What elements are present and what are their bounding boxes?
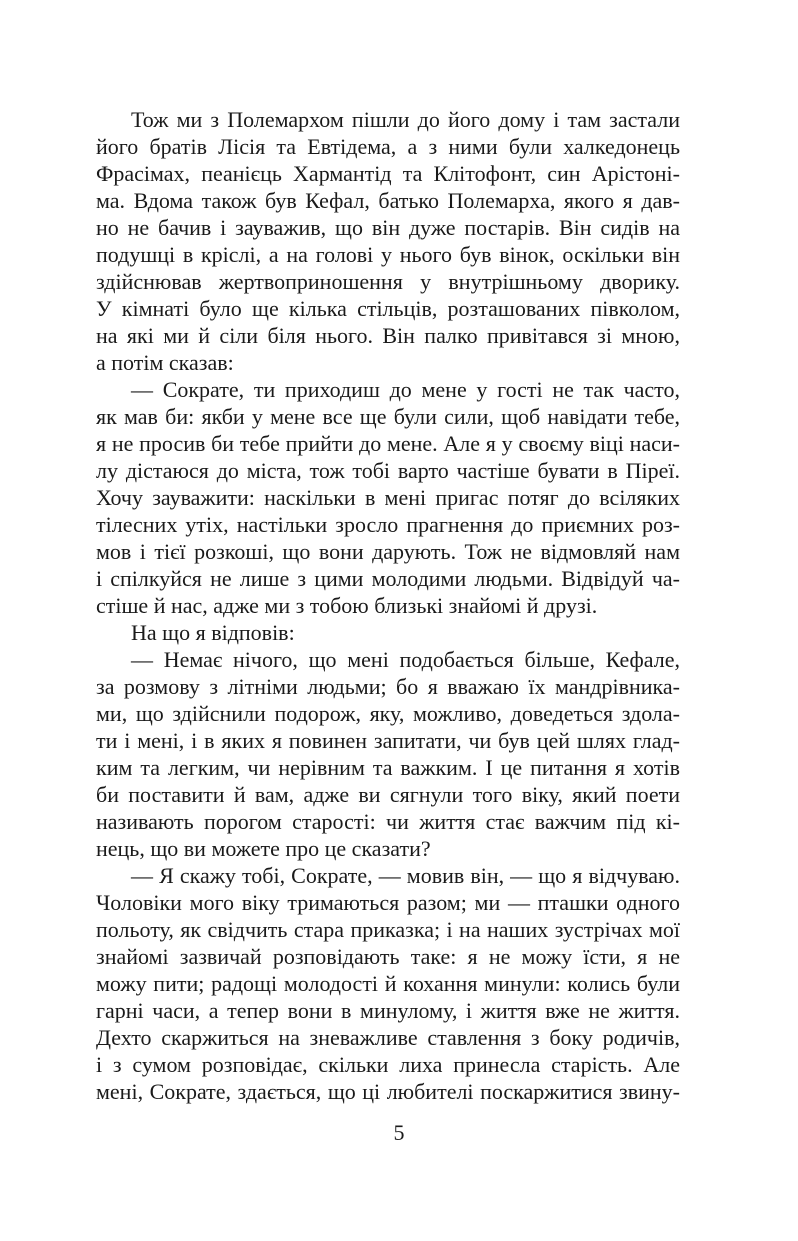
text-line: — Я скажу тобі, Сократе, — мовив він, — що я відчуваю. [131,863,680,888]
text-line: здійснював жертвоприношення у внутрішньому дворику. [96,269,680,294]
text-line: мені, Сократе, здається, що ці любителі поскаржитися звину- [96,1079,680,1104]
text-line: У кімнаті було ще кілька стільців, розташованих півколом, [96,296,680,321]
text-line: як мав би: якби у мене все ще були сили, щоб навідати тебе, [96,404,680,429]
text-line: Тож ми з Полемархом пішли до його дому і там застали [131,107,680,132]
text-line: ми, що здійснили подорож, яку, можливо, доведеться здола- [96,701,680,726]
text-line: нець, що ви можете про це сказати? [96,836,431,861]
text-line: лу дістаюся до міста, тож тобі варто частіше бувати в Піреї. [96,458,680,483]
text-line: польоту, як свідчить стара приказка; і на наших зустрічах мої [96,917,680,942]
text-line: Хочу зауважити: наскільки в мені пригас потяг до всіляких [96,485,680,510]
body-text [96,106,680,1105]
text-line: ким та легким, чи нерівним та важким. І це питання я хотів [96,755,680,780]
text-line: би поставити й вам, адже ви сягнули того віку, який поети [96,782,680,807]
text-line: подушці в кріслі, а на голові у нього був вінок, оскільки він [96,242,680,267]
text-line: його братів Лісія та Евтідема, а з ними були халкедонець [96,134,680,159]
text-line: і з сумом розповідає, скільки лиха принесла старість. Але [96,1052,680,1077]
text-line: — Немає нічого, що мені подобається більше, Кефале, [131,647,680,672]
text-line: Чоловіки мого віку тримаються разом; ми — пташки одного [96,890,680,915]
text-line: тілесних утіх, настільки зросло прагнення до приємних роз- [96,512,680,537]
text-line: На що я відповів: [131,620,295,645]
text-line: на які ми й сіли біля нього. Він палко привітався зі мною, [96,323,680,348]
text-line: ма. Вдома також був Кефал, батько Полемарха, якого я дав- [96,188,680,213]
page-number: 5 [393,1120,405,1145]
text-line: гарні часи, а тепер вони в минулому, і життя вже не життя. [96,998,680,1023]
text-line: — Сократе, ти приходиш до мене у гості не так часто, [131,377,680,402]
text-line: Фрасімах, пеанієць Хармантід та Клітофонт, син Арістоні- [96,161,680,186]
text-line: я не просив би тебе прийти до мене. Але я у своєму віці наси- [96,431,680,456]
text-line: називають порогом старості: чи життя стає важчим під кі- [96,809,680,834]
text-line: і спілкуйся не лише з цими молодими людьми. Відвідуй ча- [96,566,680,591]
text-line: стіше й нас, адже ми з тобою близькі знайомі й друзі. [96,593,598,618]
text-line: ти і мені, і в яких я повинен запитати, чи був цей шлях глад- [96,728,680,753]
text-line: можу пити; радощі молодості й кохання минули: колись були [96,971,680,996]
text-line: мов і тієї розкоші, що вони дарують. Тож не відмовляй нам [96,539,680,564]
text-line: знайомі зазвичай розповідають таке: я не можу їсти, я не [96,944,680,969]
text-line: а потім сказав: [96,350,234,375]
text-line: за розмову з літніми людьми; бо я вважаю їх мандрівника- [96,674,680,699]
text-line: Дехто скаржиться на зневажливе ставлення з боку родичів, [96,1025,680,1050]
text-line: но не бачив і зауважив, що він дуже постарів. Він сидів на [96,215,680,240]
